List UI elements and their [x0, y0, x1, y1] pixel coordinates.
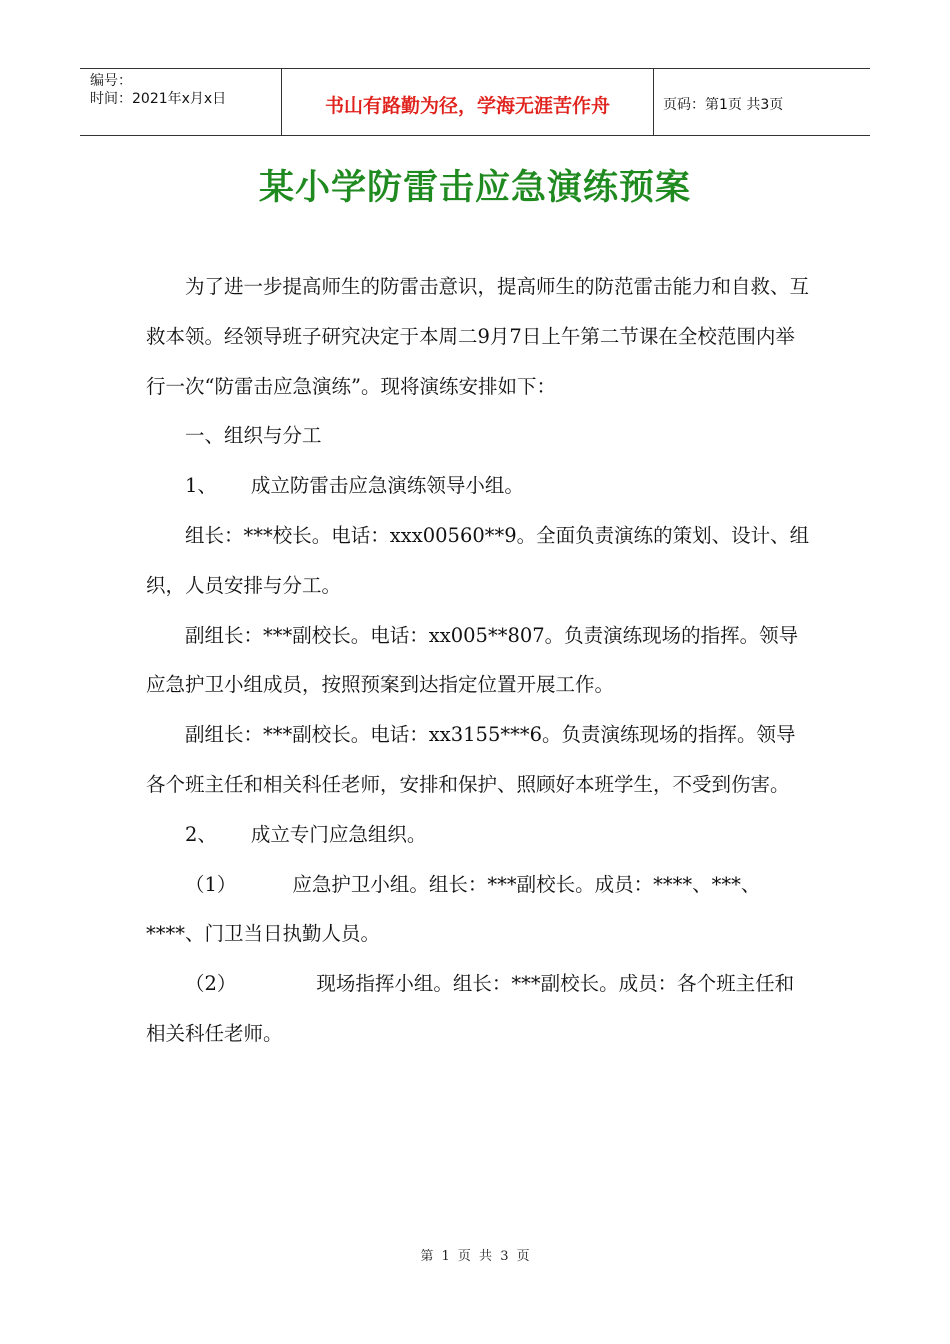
header-motto-cell: [282, 69, 654, 135]
deputy-1-paragraph: 副组长：***副校长。电话：xx005**807。负责演练现场的指挥。领导应急护卫小组成员，按照预案到达指定位置开展工作。: [146, 623, 799, 697]
item-2-number: 2、: [185, 822, 217, 846]
document-title: 某小学防雷击应急演练预案: [258, 167, 691, 208]
sub-item-1-number: （1）: [185, 872, 237, 896]
item-2-paragraph: [146, 810, 811, 860]
item-1-text: 成立防雷击应急演练领导小组。: [250, 474, 524, 498]
sub-item-2-number: （2）: [185, 972, 237, 996]
item-1-paragraph: [146, 461, 811, 511]
section-heading-organization: 一、组织与分工: [185, 424, 322, 448]
sub-item-1-paragraph: [146, 860, 811, 960]
page-footer: 第 1 页 共 3 页: [420, 1249, 530, 1264]
item-1-number: 1、: [185, 474, 217, 498]
header-page-cell: [654, 69, 870, 135]
intro-paragraph: 为了进一步提高师生的防雷击意识，提高师生的防范雷击能力和自救、互救本领。经领导班子研究决定于本周二9月7日上午第二节课在全校范围内举行一次“防雷击应急演练”。现将演练安排如下：: [146, 275, 810, 398]
document-body: [146, 262, 811, 1059]
time-label: 时间：2021年x月x日: [90, 91, 227, 107]
sub-item-2-paragraph: [146, 959, 811, 1059]
sub-item-2-text: 现场指挥小组。组长：***副校长。成员：各个班主任和相关科任老师。: [146, 972, 795, 1045]
header-table: [80, 68, 870, 136]
header-page-info: 页码：第1页 共3页: [663, 97, 784, 113]
deputy-2-paragraph: 副组长：***副校长。电话：xx3155***6。负责演练现场的指挥。领导各个班主任和相关科任老师，安排和保护、照顾好本班学生，不受到伤害。: [146, 723, 796, 796]
header-motto: 书山有路勤为径，学海无涯苦作舟: [324, 94, 610, 117]
sub-item-1-text: 应急护卫小组。组长：***副校长。成员：****、***、****、门卫当日执勤人员。: [146, 872, 761, 946]
serial-number-label: 编号：: [90, 73, 132, 89]
header-meta-cell: [80, 69, 282, 135]
item-2-text: 成立专门应急组织。: [250, 822, 427, 846]
leader-paragraph: 组长：***校长。电话：xxx00560**9。全面负责演练的策划、设计、组织，人员安排与分工。: [146, 523, 810, 597]
